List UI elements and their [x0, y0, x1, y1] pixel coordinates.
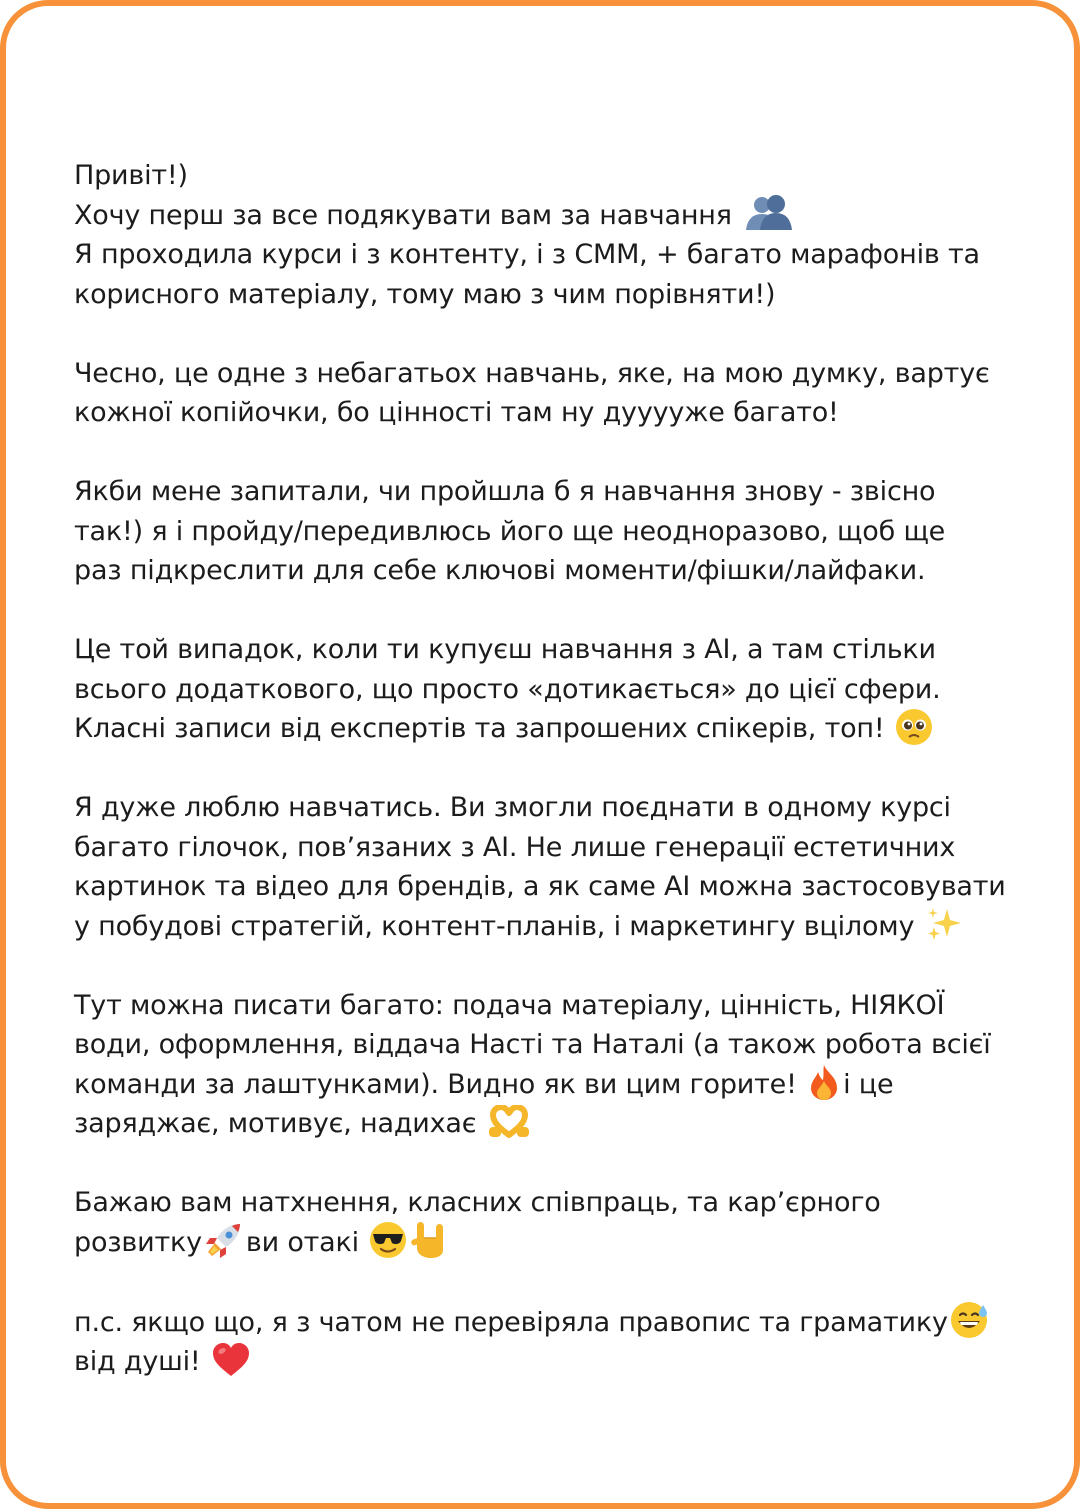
sparkles-icon	[925, 905, 963, 943]
message-line: від душі!	[74, 1342, 1024, 1382]
message-line: Привіт!)	[74, 160, 188, 191]
busts-in-silhouette-icon	[742, 194, 796, 232]
message-line: Класні записи від експертів та запрошених спікерів, топ!	[74, 709, 1024, 749]
message-line: Я дуже люблю навчатись. Ви змогли поєднати в одному курсі	[74, 792, 951, 823]
message-line: Чесно, це одне з небагатьох навчань, яке, на мою думку, вартує	[74, 357, 990, 389]
grinning-sweat-face-icon	[950, 1301, 990, 1339]
message-line: корисного матеріалу, тому маю з чим порівняти!)	[74, 278, 776, 310]
message-line: всього додаткового, що просто «дотикається» до цієї сфери.	[74, 673, 941, 705]
message-line: розвитку ви отакі	[74, 1223, 1024, 1264]
heart-hands-icon	[487, 1105, 531, 1139]
message-line: картинок та відео для брендів, а як саме AI можна застосовувати	[74, 871, 1006, 902]
message-line: Бажаю вам натхнення, класних співпраць, та кар’єрного	[74, 1187, 881, 1218]
message-line: багато гілочок, пов’язаних з AI. Не лише генерації естетичних	[74, 831, 956, 863]
message-line: так!) я і пройду/передивлюсь його ще неодноразово, щоб ще	[74, 515, 946, 547]
message-line: команди за лаштунками). Видно як ви цим горите! і це	[74, 1065, 1024, 1105]
fire-icon	[807, 1063, 841, 1101]
message-line: кожної копійочки, бо цінності там ну дууууже багато!	[74, 397, 839, 428]
message-line: води, оформлення, віддача Насті та Наталі (а також робота всієї	[74, 1029, 991, 1060]
red-heart-icon	[211, 1342, 251, 1378]
message-line: Це той випадок, коли ти купуєш навчання з AI, а там стільки	[74, 634, 936, 665]
review-message	[74, 156, 1024, 1382]
message-line: у побудові стратегій, контент-планів, і маркетингу вцілому	[74, 907, 1024, 947]
message-line: Я проходила курси і з контенту, і з СММ, + багато марафонів та	[74, 239, 980, 270]
message-line: Тут можна писати багато: подача матеріалу, цінність, НІЯКОЇ	[74, 989, 945, 1021]
rocket-icon	[204, 1220, 244, 1260]
love-you-gesture-icon	[411, 1220, 449, 1260]
sunglasses-face-icon	[369, 1221, 407, 1259]
message-line: Якби мене запитали, чи пройшла б я навчання знову - звісно	[74, 476, 936, 507]
message-line: Хочу перш за все подякувати вам за навчання	[74, 196, 1024, 236]
message-line: заряджає, мотивує, надихає	[74, 1104, 1024, 1144]
message-line: раз підкреслити для себе ключові моменти/фішки/лайфаки.	[74, 555, 926, 586]
message-line: п.с. якщо що, я з чатом не перевіряла правопис та граматику	[74, 1303, 1024, 1343]
pleading-face-icon	[895, 708, 933, 746]
